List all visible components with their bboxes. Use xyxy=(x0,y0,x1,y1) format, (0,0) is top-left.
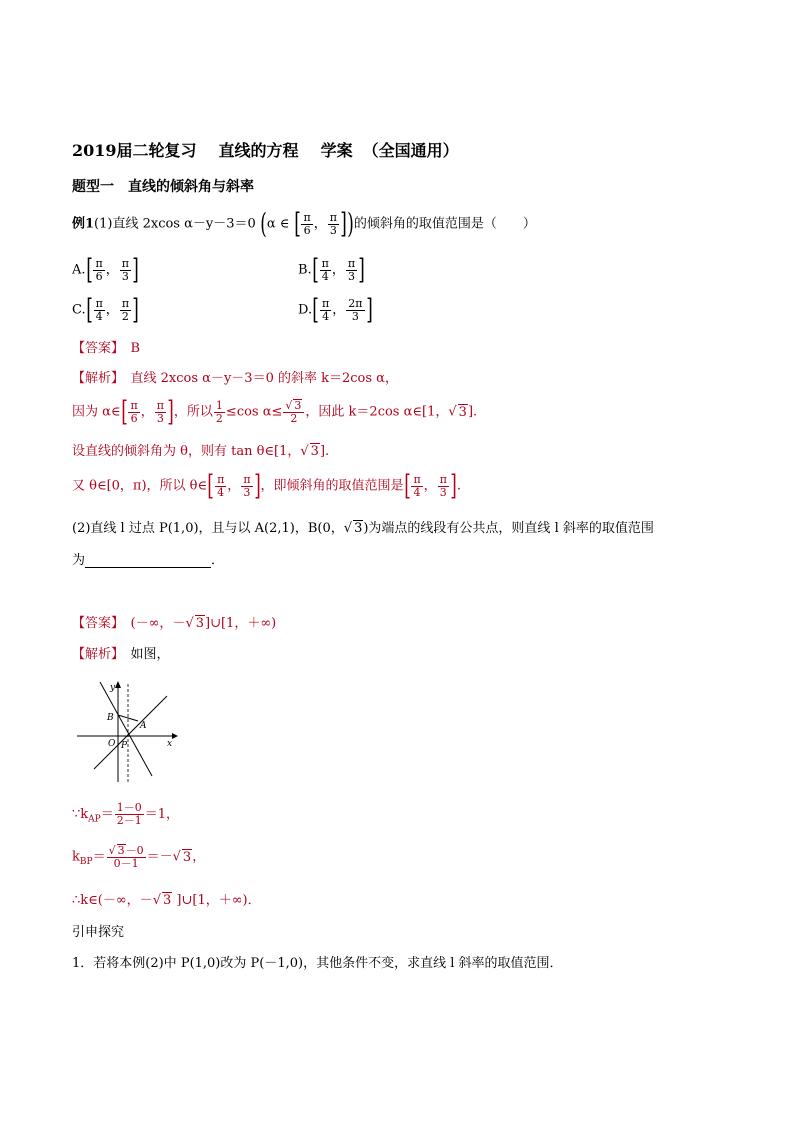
label-b: B xyxy=(107,713,114,723)
q2-answer: 【答案】 (－∞，－√ 3]∪[1，＋∞) xyxy=(72,616,277,631)
label-p: P xyxy=(121,741,128,751)
q2-stem-line1: (2)直线 l 过点 P(1,0)，且与以 A(2,1)，B(0，√ 3)为端点的线段有公共点，则直线 l 斜率的取值范围 xyxy=(72,521,654,536)
label-a: A xyxy=(140,721,147,731)
slope-figure xyxy=(72,676,182,784)
y-axis-arrow xyxy=(115,681,121,688)
x-axis-arrow xyxy=(172,733,178,739)
label-o: O xyxy=(108,739,116,749)
q1-analysis-1: 【解析】 直线 2xcos α－y－3＝0 的斜率 k＝2cos α， xyxy=(72,371,398,386)
page-title: 2019届二轮复习 直线的方程 学案 （全国通用） xyxy=(72,141,459,160)
q1-analysis-4: 又 θ∈[0，π)，所以 θ∈[ $\frac{\pi}{4}$ ， $\frac{\pi}{3}$ ]，即倾斜角的取值范围是[ $\frac{\pi}{4}$ ， $\frac{\pi}{3}$ ]. xyxy=(72,469,461,502)
section-heading: 题型一 直线的倾斜角与斜率 xyxy=(72,179,254,195)
q2-analysis: 【解析】 如图， xyxy=(72,647,170,662)
label-y: y xyxy=(110,683,116,693)
extend-item-1: 1．若将本例(2)中 P(1,0)改为 P(－1,0)，其他条件不变，求直线 l 斜率的取值范围． xyxy=(72,956,563,971)
q1-analysis-2: 因为 α∈[ $\frac{\pi}{6}$ ， $\frac{\pi}{3}$ ]，所以 $\frac{1}{2}$ ≤cos α≤ $\frac{√ 3}{2}$ ，因此 k＝2cos α∈[1，√ 3]. xyxy=(72,395,478,428)
q2-stem-line2: 为 ． xyxy=(72,553,225,568)
kap-formula: $\because k_{AP}=$ $\frac{1-0}{2-1}$ ＝1， xyxy=(72,801,180,827)
k-range: ∴k∈(－∞，－√ 3 ]∪[1，＋∞)． xyxy=(72,893,261,908)
option-c[interactable]: C.[ $\frac{\pi}{4}$ ， $\frac{\pi}{2}$ ] xyxy=(72,293,139,326)
line-ap xyxy=(94,696,167,769)
q1-answer: 【答案】 B xyxy=(72,341,141,356)
answer-blank[interactable] xyxy=(85,555,211,568)
option-a[interactable]: A.[ $\frac{\pi}{6}$ ， $\frac{\pi}{3}$ ] xyxy=(72,253,139,286)
extend-title: 引申探究 xyxy=(72,925,125,940)
q1-analysis-3: 设直线的倾斜角为 θ，则有 tan θ∈[1，√ 3]. xyxy=(72,444,330,459)
label-x: x xyxy=(167,739,173,749)
q1-stem: 例1(1)直线 2xcos α－y－3＝0 (α ∈ [ $\frac{\pi}{6}$ ， $\frac{\pi}{3}$ ])的倾斜角的取值范围是（ ） xyxy=(72,207,536,240)
option-b[interactable]: B.[ $\frac{\pi}{4}$ ， $\frac{\pi}{3}$ ] xyxy=(298,253,365,286)
option-d[interactable]: D.[ $\frac{\pi}{4}$ ， $\frac{2\pi}{3}$ ] xyxy=(298,293,373,326)
kbp-formula: $k_{BP}=$ $\frac{√ 3-0}{0-1}$ ＝－√ 3， xyxy=(72,844,206,870)
